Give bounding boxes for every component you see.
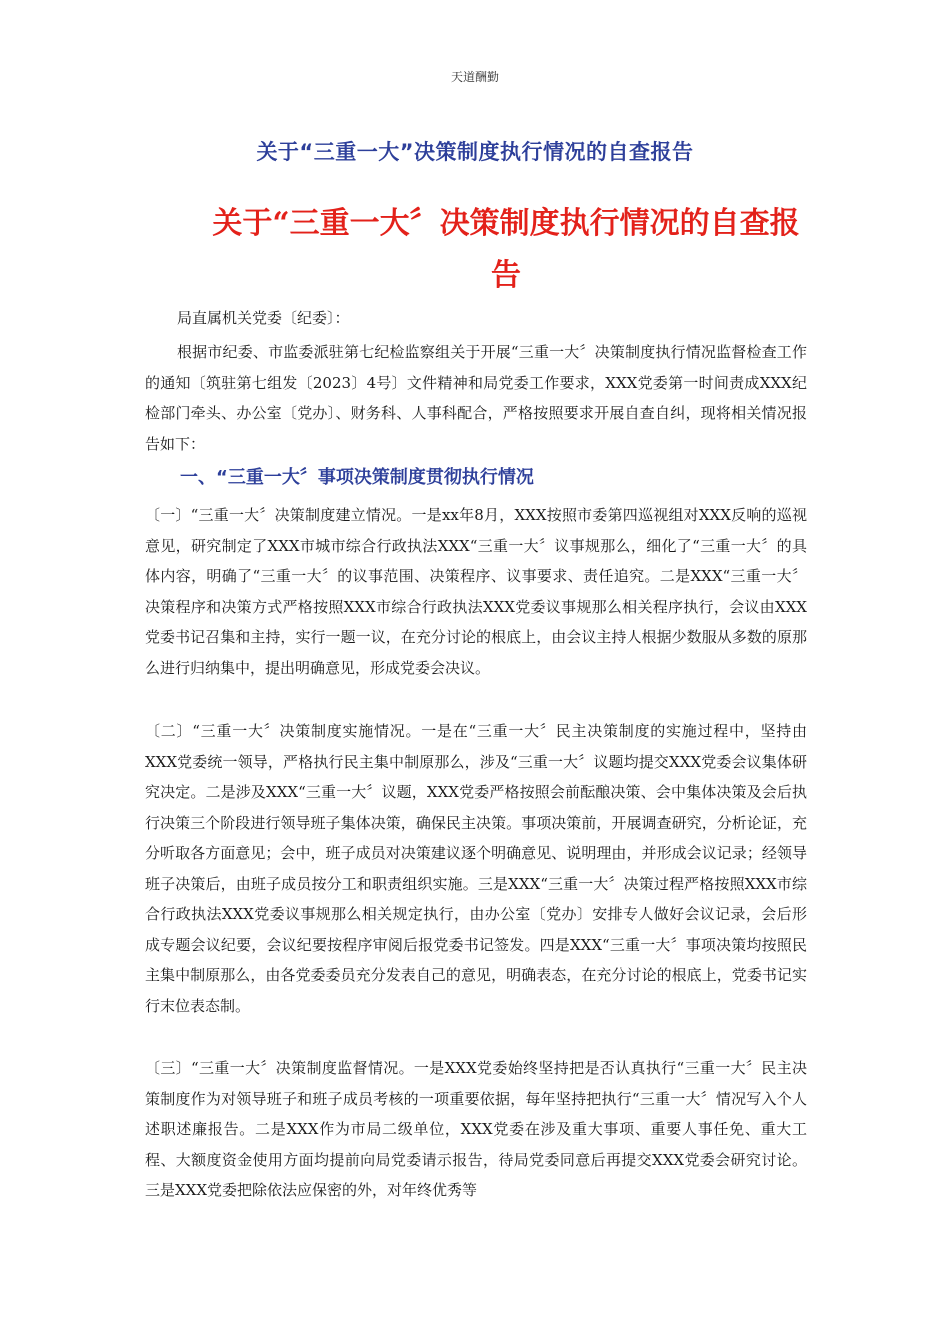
section-heading: 一、“三重一大〞事项决策制度贯彻执行情况	[180, 467, 534, 488]
paragraph-1: 〔一〕“三重一大〞决策制度建立情况。一是xx年8月，XXX按照市委第四巡视组对XXX反响的巡视意见，研究制定了XXX市城市综合行政执法XXX“三重一大〞议事规那么，细化了“三重一大〞的具体内容，明确了“三重一大〞的议事范围、决策程序、议事要求、责任追究。二是XXX“三重一大〞决策程序和决策方式严格按照XXX市综合行政执法XXX党委议事规那么相关程序执行，会议由XXX党委书记召集和主持，实行一题一议，在充分讨论的根底上，由会议主持人根据少数服从多数的原那么进行归纳集中，提出明确意见，形成党委会决议。	[145, 506, 807, 677]
document-title-header: 关于“三重一大”决策制度执行情况的自查报告	[256, 140, 694, 164]
intro-paragraph: 根据市纪委、市监委派驻第七纪检监察组关于开展“三重一大〞决策制度执行情况监督检查工作的通知〔筑驻第七组发〔2023〕4号〕文件精神和局党委工作要求，XXX党委第一时间责成XXX纪检部门牵头、办公室〔党办〕、财务科、人事科配合，严格按照要求开展自查自纠，现将相关情况报告如下：	[145, 343, 807, 453]
document-main-title: 关于“三重一大〞决策制度执行情况的自查报告	[212, 206, 800, 293]
header-mark: 天道酬勤	[450, 70, 499, 84]
salutation: 局直属机关党委〔纪委〕：	[177, 309, 350, 327]
paragraph-2: 〔二〕“三重一大〞决策制度实施情况。一是在“三重一大〞民主决策制度的实施过程中，坚持由XXX党委统一领导，严格执行民主集中制原那么，涉及“三重一大〞议题均提交XXX党委会议集体研究决定。二是涉及XXX“三重一大〞议题，XXX党委严格按照会前酝酿决策、会中集体决策及会后执行决策三个阶段进行领导班子集体决策，确保民主决策。事项决策前，开展调查研究，分析论证，充分听取各方面意见；会中，班子成员对决策建议逐个明确意见、说明理由，并形成会议记录；经领导班子决策后，由班子成员按分工和职责组织实施。三是XXX“三重一大〞决策过程严格按照XXX市综合行政执法XXX党委议事规那么相关规定执行，由办公室〔党办〕安排专人做好会议记录，会后形成专题会议纪要，会议纪要按程序审阅后报党委书记签发。四是XXX“三重一大〞事项决策均按照民主集中制原那么，由各党委委员充分发表自己的意见，明确表态，在充分讨论的根底上，党委书记实行末位表态制。	[145, 722, 807, 1015]
paragraph-3: 〔三〕“三重一大〞决策制度监督情况。一是XXX党委始终坚持把是否认真执行“三重一大〞民主决策制度作为对领导班子和班子成员考核的一项重要依据，每年坚持把执行“三重一大〞情况写入个人述职述廉报告。二是XXX作为市局二级单位，XXX党委在涉及重大事项、重要人事任免、重大工程、大额度资金使用方面均提前向局党委请示报告，待局党委同意后再提交XXX党委会研究讨论。三是XXX党委把除依法应保密的外，对年终优秀等	[145, 1059, 807, 1199]
